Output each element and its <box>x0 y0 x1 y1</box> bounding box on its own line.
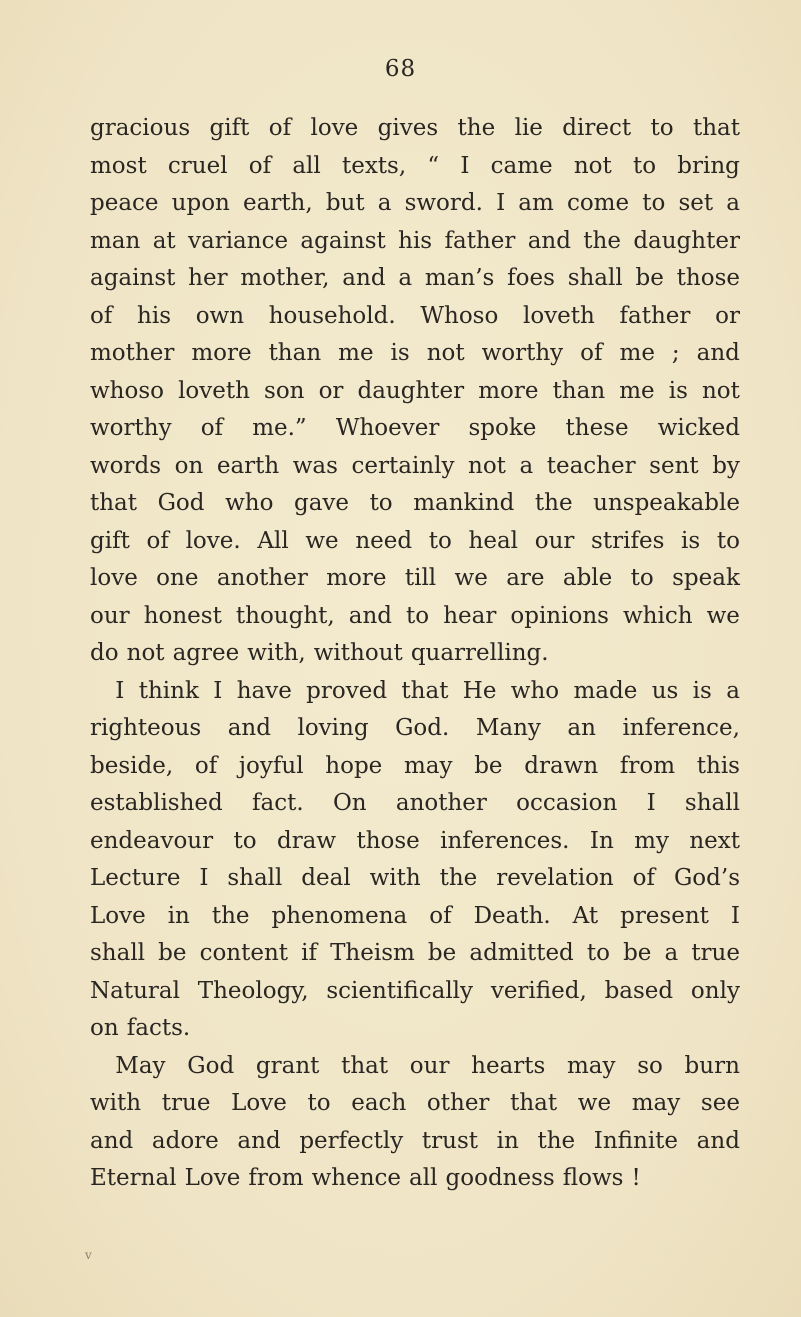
text-line: Love in the phenomena of Death. At present I <box>90 902 740 929</box>
paragraph <box>90 1048 740 1198</box>
body-text <box>90 110 740 1198</box>
text-line: love one another more till we are able to speak <box>90 565 740 591</box>
text-line: words on earth was certainly not a teacher sent by <box>90 452 740 479</box>
text-line: on facts. <box>90 1015 191 1041</box>
text-line: with true Love to each other that we may see <box>90 1090 740 1116</box>
text-line: I think I have proved that He who made us is a <box>115 677 740 704</box>
text-line: that God who gave to mankind the unspeakable <box>90 490 740 516</box>
text-line: Natural Theology, scientifically verified, based only <box>90 977 740 1004</box>
margin-mark: v <box>85 1248 92 1262</box>
text-line: man at variance against his father and the daughter <box>90 227 740 254</box>
text-line: righteous and loving God. Many an inference, <box>90 715 740 741</box>
text-line: against her mother, and a man’s foes shall be those <box>90 265 740 291</box>
text-line: established fact. On another occasion I shall <box>90 790 740 816</box>
text-line: Eternal Love from whence all goodness flows ! <box>90 1165 641 1191</box>
text-line: and adore and perfectly trust in the Infinite and <box>90 1127 740 1154</box>
text-line: shall be content if Theism be admitted to be a true <box>90 940 740 966</box>
text-line: gracious gift of love gives the lie direct to that <box>90 115 740 141</box>
page-number: 68 <box>384 56 417 82</box>
text-line: Lecture I shall deal with the revelation of God’s <box>90 865 740 891</box>
text-line: whoso loveth son or daughter more than me is not <box>90 377 740 404</box>
text-line: our honest thought, and to hear opinions which we <box>90 602 740 629</box>
text-line: of his own household. Whoso loveth father or <box>90 302 740 329</box>
text-line: endeavour to draw those inferences. In my next <box>90 827 740 854</box>
text-line: most cruel of all texts, “ I came not to bring <box>90 152 740 179</box>
paragraph <box>90 673 740 1048</box>
text-line: May God grant that our hearts may so burn <box>115 1052 740 1079</box>
text-line: beside, of joyful hope may be drawn from this <box>90 752 740 779</box>
text-line: worthy of me.” Whoever spoke these wicked <box>90 415 740 441</box>
paragraph <box>90 110 740 673</box>
text-line: do not agree with, without quarrelling. <box>90 640 549 666</box>
text-line: mother more than me is not worthy of me ; and <box>90 340 740 366</box>
text-line: gift of love. All we need to heal our strifes is to <box>90 527 740 554</box>
text-line: peace upon earth, but a sword. I am come to set a <box>90 190 740 216</box>
